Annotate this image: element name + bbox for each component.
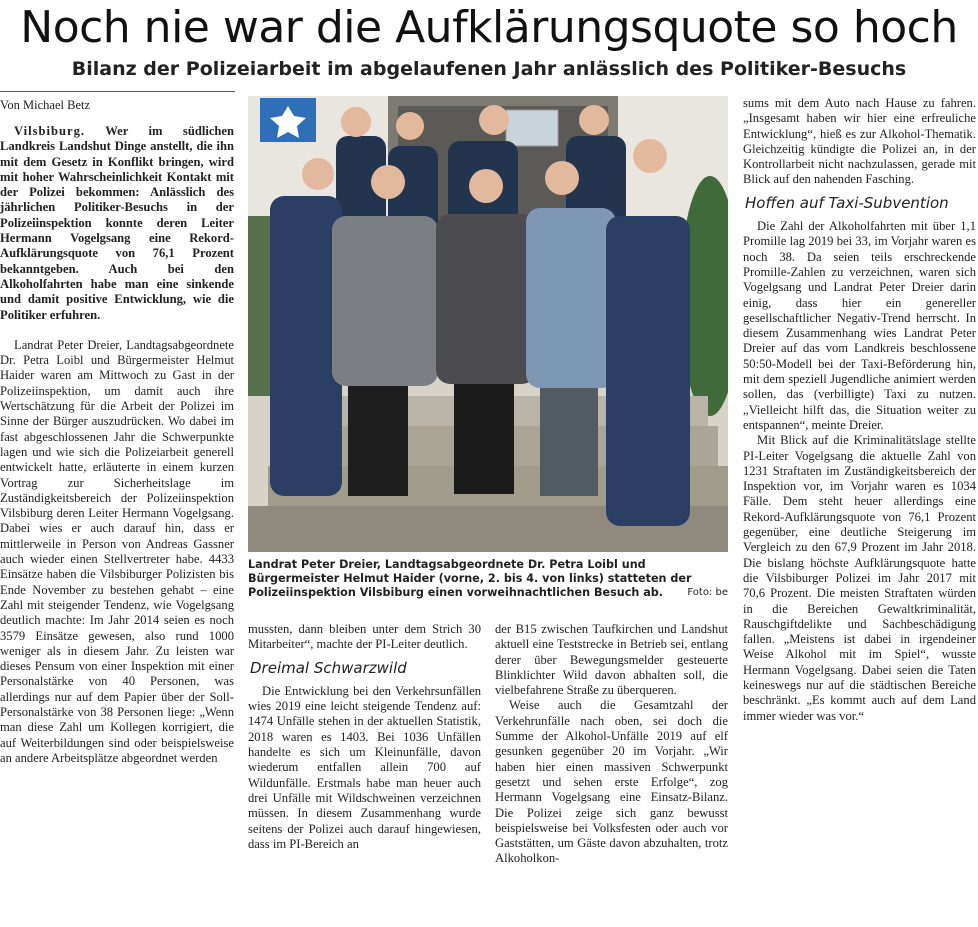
article-column-4: [743, 96, 976, 724]
body-paragraph: sums mit dem Auto nach Hause zu fahren. „Insgesamt haben wir hier eine erfreuliche Entwicklung“, hieß es zur Alkohol-Thematik. Gleichzeitig kündigte die Polizei an, in der Kontrollarbeit nicht nachzulassen, gerade mit Blick auf den nahenden Fasching.: [743, 96, 976, 187]
body-paragraph: mussten, dann bleiben unter dem Strich 30 Mitarbeiter“, machte der PI-Leiter deutlich.: [248, 622, 481, 652]
article-photo: [248, 96, 728, 552]
lead-text: Wer im südlichen Landkreis Landshut Dinge anstellt, die ihn mit dem Gesetz in Konflikt bringen, wird mit hoher Wahrscheinlichkeit Kontakt mit der Polizei bekommen: Anlässlich des jährlichen Politiker-Besuchs in der Polizeiinspektion konnte deren Leiter Hermann Vogelgsang eine Rekord-Aufklärungsquote von 76,1 Prozent bekanntgeben. Auch bei den Alkoholfahrten habe man eine sinkende und damit positive Entwicklung, wie die Politiker erfuhren.: [0, 124, 235, 322]
body-paragraph: Weise auch die Gesamtzahl der Verkehrunfälle nach oben, sei doch die Summe der Alkohol-Unfälle 2019 auf elf gesunken gegenüber 20 im Vorjahr. „Wir haben hier einen massiven Schwerpunkt gesetzt und sehen erste Erfolge“, zog Hermann Vogelgsang eine Einsatz-Bilanz. Die Polizei zeige sich ganz bewusst beispielsweise bei Volksfesten oder auch vor Gaststätten, um Gäste davon abzuhalten, trotz Alkoholkon-: [495, 698, 728, 866]
section-heading: Hoffen auf Taxi-Subvention: [745, 193, 949, 212]
photo-credit: Foto: be: [687, 587, 728, 598]
subheadline: Bilanz der Polizeiarbeit im abgelaufenen Jahr anlässlich des Politiker-Besuchs: [71, 58, 907, 80]
byline-rule: [0, 91, 235, 92]
article-column-3: [495, 622, 728, 867]
lead-paragraph: [0, 124, 234, 323]
section-heading: Dreimal Schwarzwild: [250, 658, 407, 677]
body-paragraph: Die Zahl der Alkoholfahrten mit über 1,1 Promille lag 2019 bei 33, im Vorjahr waren es noch 38. Da seien teils erschreckende Promille-Zahlen zu verzeichnen, waren sich Vogelgsang und Landrat Peter Dreier darin einig, dass hier ein genereller gesellschaftlicher Negativ-Trend herrscht. In diesem Zusammenhang wies Landrat Peter Dreier auf das vom Landkreis beschlossene 50:50-Modell bei der Taxi-Beförderung hin, mit dem speziell Jugendliche animiert werden sollen, das (verbilligte) Taxi zu nutzen. „Vielleicht hilft das, die Situation weiter zu entspannen“, meinte Dreier.: [743, 219, 976, 432]
byline: Von Michael Betz: [0, 98, 91, 112]
article-column-1: [0, 124, 234, 766]
article-column-2: [248, 622, 481, 852]
body-paragraph: Die Entwicklung bei den Verkehrsunfällen wies 2019 eine leicht steigende Tendenz auf: 1474 Unfälle stehen in der aktuellen Statistik, 2018 waren es 1403. Bei 1036 Unfällen handelte es sich um Kleinunfälle, davon wiederum entfallen allein 700 auf Wildunfälle. Erstmals habe man heuer auch drei Unfälle mit Wildschweinen verzeichnen müssen. In diesem Zusammenhang wurde seitens der Polizei auch darauf hingewiesen, dass im PI-Bereich an: [248, 683, 481, 851]
body-paragraph: Landrat Peter Dreier, Landtagsabgeordnete Dr. Petra Loibl und Bürgermeister Helmut Haider waren am Mittwoch zu Gast in der Polizeiinspektion, um damit auch ihre Wertschätzung für die Arbeit der Polizei im Sinne der Bürger auszudrücken. Wo dabei im fast abgeschlossenen Jahr die Schwerpunkte lagen und wie sich die Polizeiarbeit generell entwickelt hatte, erläuterte in einem kurzen Vortrag zur Sicherheitslage im Zuständigkeitsbereich der Polizeiinspektion Vilsbiburg deren Leiter Hermann Vogelgsang. Dabei wies er auch darauf hin, dass er mittlerweile in Person von Andreas Gassner auch wieder einen Stellvertreter habe. 4433 Einsätze haben die Vilsbiburger Polizisten bis Ende November zu bestehen gehabt – eine Zahl mit steigender Tendenz, wie Vogelgsang deutlich machte: Im Jahr 2014 seien es noch 3579 Einsätze gewesen, also rund 1000 weniger als in diesem Jahr. Zu leisten war dieses Pensum von einer Inspektion mit einer Personalstärke von 40 Personen, was allerdings nur auf dem Papier über der Soll-Personalstärke von 38 Personen liege: „Wenn man diese Zahl um Kollegen korrigiert, die auf Weiterbildungen sind oder beispielsweise an andere Arbeitsplätze abgeordnet werden: [0, 337, 234, 765]
group-photo-illustration: [248, 96, 728, 552]
dateline: Vilsbiburg.: [14, 124, 86, 138]
headline: Noch nie war die Aufklärungsquote so hoch: [20, 2, 958, 53]
body-paragraph: Mit Blick auf die Kriminalitätslage stellte PI-Leiter Vogelgsang die aktuelle Zahl von 1231 Straftaten im Zuständigkeitsbereich der Inspektion vor, im Vorjahr waren es 1034 Fälle. Dem steht heuer allerdings eine Rekord-Aufklärungsquote von 76,1 Prozent gegenüber, eine deutliche Steigerung im Vergleich zu den 67,9 Prozent im Jahr 2018. Die bislang höchste Aufklärungsquote hatte die Vilsbiburger Polizei im Jahr 2017 mit 70,6 Prozent. Die meisten Straftaten würden in die Bereichen Gewaltkriminalität, Rauschgiftdelikte und Sachbeschädigung fallen. „Meistens ist dabei in irgendeiner Weise Alkohol mit im Spiel“, wusste Hermann Vogelgsang. Dabei seien die Taten keineswegs nur auf die städtischen Bereiche beschränkt. „Es kommt auch auf dem Land immer wieder was vor.“: [743, 433, 976, 723]
photo-caption: [248, 558, 728, 600]
caption-text: Landrat Peter Dreier, Landtagsabgeordnete Dr. Petra Loibl und Bürgermeister Helmut Haider (vorne, 2. bis 4. von links) statteten der Polizeiinspektion Vilsbiburg einen vorweihnachtlichen Besuch ab.: [248, 558, 692, 599]
body-paragraph: der B15 zwischen Taufkirchen und Landshut aktuell eine Teststrecke in Betrieb sei, entlang derer über Bewegungsmelder gesteuerte Blinklichter Wild davon abhalten soll, die vielbefahrene Straße zu überqueren.: [495, 622, 728, 698]
